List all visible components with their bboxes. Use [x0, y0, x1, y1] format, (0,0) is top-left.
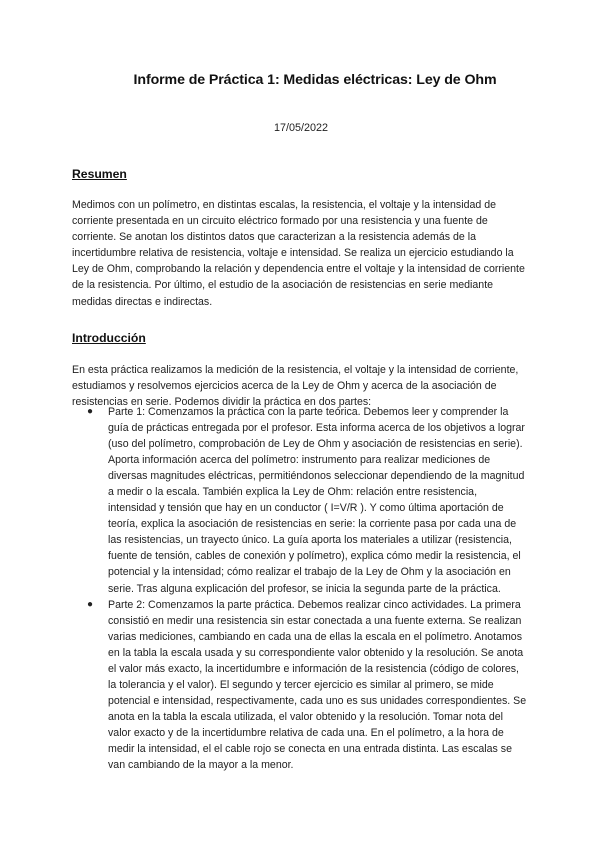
list-item — [72, 404, 528, 597]
list-item — [72, 597, 528, 774]
bullet-dot-icon: ● — [87, 598, 94, 610]
document-title: Informe de Práctica 1: Medidas eléctricas: Ley de Ohm — [133, 72, 497, 88]
resumen-heading: Resumen — [72, 167, 127, 181]
resumen-paragraph: Medimos con un polímetro, en distintas escalas, la resistencia, el voltaje y la intensidad de corriente presentada en un circuito eléctrico formado por una resistencia y una fuente de corriente. Se anotan los distintos datos que caracterizan a la resistencia además de la incertidumbre relativa de resistencia, voltaje e intensidad. Se realiza un ejercicio estudiando la Ley de Ohm, comprobando la relación y dependencia entre el voltaje y la intensidad de corriente de la resistencia. Por último, el estudio de la asociación de resistencias en serie mediante medidas directas e indirectas. — [72, 199, 525, 308]
bullet-text-parte-2: Parte 2: Comenzamos la parte práctica. Debemos realizar cinco actividades. La primera consistió en medir una resistencia sin estar conectada a una fuente externa. Se realizan varias mediciones, cambiando en cada una de ellas la escala en el polímetro. Anotamos en la tabla la escala usada y su correspondiente valor obtenido y la resolución. Se anota el valor más exacto, la incertidumbre e información de la resistencia (código de colores, la tolerancia y el valor). El segundo y tercer ejercicio es similar al primero, se mide potencial e intensidad, respectivamente, cada uno es sus unidades correspondientes. Se anota en la tabla la escala utilizada, el valor obtenido y la resolución. Tomar nota del valor exacto y de la incertidumbre relativa de cada una. En el polímetro, a la hora de medir la intensidad, el el cable rojo se conecta en una entrada distinta. Las escalas se van cambiando de la mayor a la menor. — [108, 598, 527, 772]
document-date: 17/05/2022 — [273, 122, 329, 134]
introduccion-paragraph: En esta práctica realizamos la medición de la resistencia, el voltaje y la intensidad de corriente, estudiamos y resolvemos ejercicios acerca de la Ley de Ohm y acerca de la asociación de resistencias en serie. Podemos dividir la práctica en dos partes: — [72, 364, 519, 409]
bullet-dot-icon: ● — [87, 406, 94, 417]
introduccion-heading: Introducción — [72, 331, 146, 345]
introduccion-bullet-list — [72, 404, 528, 773]
bullet-text-parte-1: Parte 1: Comenzamos la práctica con la parte teórica. Debemos leer y comprender la guía de prácticas entregada por el profesor. Esta informa acerca de los objetivos a lograr (uso del polímetro, comprobación de Ley de Ohm y asociación de resistencias en serie). Aporta información acerca del polímetro: instrumento para realizar mediciones de diversas magnitudes eléctricas, permitiéndonos seleccionar dependiendo de la magnitud a medir o la escala. También explica la Ley de Ohm: relación entre resistencia, intensidad y tensión que hay en un conductor ( I=V/R ). Y como última aportación de teoría, explica la asociación de resistencias en serie: la corriente pasa por cada una de las resistencias, un trayecto único. La guía aporta los materiales a utilizar (resistencia, fuente de tensión, cables de conexión y polímetro), explica cómo medir la resistencia, el potencial y la intensidad; cómo realizar el trabajo de la Ley de Ohm y la asociación en serie. Tras alguna explicación del profesor, se inicia la segunda parte de la práctica. — [108, 406, 525, 595]
